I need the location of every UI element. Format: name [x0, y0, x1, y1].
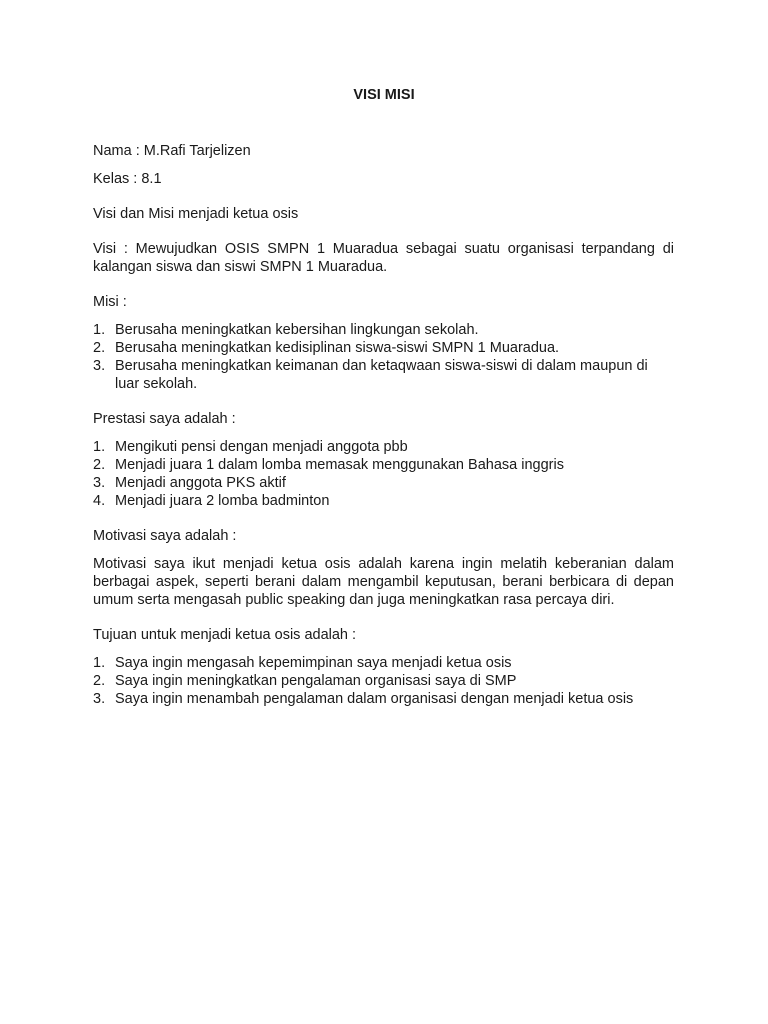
intro-line: Visi dan Misi menjadi ketua osis: [93, 206, 299, 222]
list-number: 3.: [93, 358, 106, 374]
list-item: [93, 357, 674, 393]
list-item-text: Saya ingin meningkatkan pengalaman organisasi saya di SMP: [115, 673, 517, 689]
list-item-text: Berusaha meningkatkan kebersihan lingkungan sekolah.: [115, 322, 479, 338]
list-number: 1.: [93, 439, 106, 455]
list-item: [93, 339, 674, 357]
list-item: [93, 654, 674, 672]
list-item-text: Saya ingin menambah pengalaman dalam organisasi dengan menjadi ketua osis: [115, 691, 634, 707]
visi-paragraph: Visi : Mewujudkan OSIS SMPN 1 Muaradua sebagai suatu organisasi terpandang di kalangan siswa dan siswi SMPN 1 Muaradua.: [93, 241, 674, 275]
list-item-text: Mengikuti pensi dengan menjadi anggota pbb: [115, 439, 408, 455]
document-body: [93, 142, 674, 708]
list-number: 3.: [93, 475, 106, 491]
tujuan-heading: Tujuan untuk menjadi ketua osis adalah :: [93, 627, 357, 643]
list-number: 2.: [93, 673, 106, 689]
nama-line: Nama : M.Rafi Tarjelizen: [93, 143, 251, 159]
list-item-text: Berusaha meningkatkan keimanan dan ketaqwaan siswa-siswi di dalam maupun di luar sekolah.: [115, 358, 648, 392]
list-item-text: Berusaha meningkatkan kedisiplinan siswa-siswi SMPN 1 Muaradua.: [115, 340, 560, 356]
list-number: 2.: [93, 340, 106, 356]
list-item: [93, 492, 674, 510]
motivasi-paragraph: Motivasi saya ikut menjadi ketua osis adalah karena ingin melatih keberanian dalam berbagai aspek, seperti berani dalam mengambil keputusan, berani berbicara di depan umum serta mengasah public speaking dan juga meningkatkan rasa percaya diri.: [93, 556, 674, 608]
list-item-text: Saya ingin mengasah kepemimpinan saya menjadi ketua osis: [115, 655, 512, 671]
list-item-text: Menjadi juara 2 lomba badminton: [115, 493, 330, 509]
list-item: [93, 438, 674, 456]
list-number: 2.: [93, 457, 106, 473]
list-item-text: Menjadi juara 1 dalam lomba memasak menggunakan Bahasa inggris: [115, 457, 564, 473]
misi-heading: Misi :: [93, 294, 127, 310]
prestasi-list: [93, 438, 674, 510]
list-number: 1.: [93, 322, 106, 338]
list-item: [93, 690, 674, 708]
prestasi-heading: Prestasi saya adalah :: [93, 411, 236, 427]
document-title: VISI MISI: [353, 87, 415, 103]
misi-list: [93, 321, 674, 393]
list-item-text: Menjadi anggota PKS aktif: [115, 475, 286, 491]
kelas-line: Kelas : 8.1: [93, 171, 162, 187]
list-item: [93, 456, 674, 474]
tujuan-list: [93, 654, 674, 708]
list-item: [93, 474, 674, 492]
list-number: 4.: [93, 493, 106, 509]
list-number: 1.: [93, 655, 106, 671]
list-item: [93, 321, 674, 339]
list-number: 3.: [93, 691, 106, 707]
list-item: [93, 672, 674, 690]
motivasi-heading: Motivasi saya adalah :: [93, 528, 237, 544]
